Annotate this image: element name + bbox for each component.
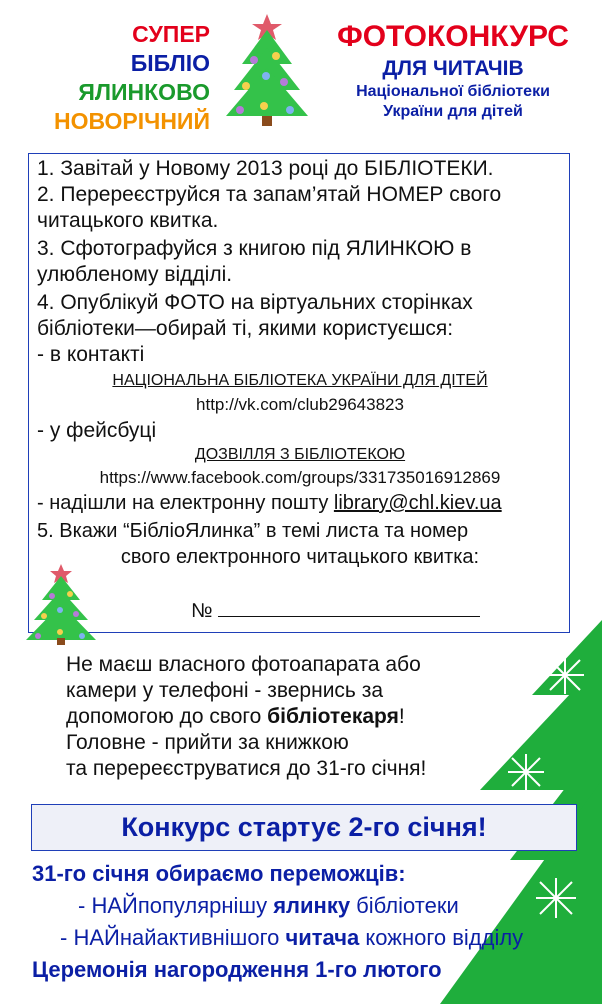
- vk-url-link[interactable]: http://vk.com/club29643823: [196, 395, 404, 414]
- note-line-3-pre: допомогою до свого: [66, 705, 268, 728]
- bottom-line-2-bold: ялинку: [273, 893, 351, 918]
- fb-group-link[interactable]: ДОЗВІЛЛЯ З БІБЛІОТЕКОЮ: [194, 446, 406, 463]
- org-line-2: України для дітей: [383, 103, 523, 120]
- header-line-biblio: БІБЛІО: [130, 50, 210, 76]
- bottom-line-3-pre: - НАЙнайактивнішого: [60, 925, 286, 950]
- email-line: [37, 490, 502, 516]
- bottom-line-3-post: кожного відділу: [359, 925, 524, 950]
- note-line-3: [66, 704, 405, 730]
- vk-group-link[interactable]: НАЦІОНАЛЬНА БІБЛІОТЕКА УКРАЇНИ ДЛЯ ДІТЕЙ: [112, 372, 488, 389]
- step-5-line-1: 5. Вкажи “БібліоЯлинка” в темі листа та номер: [37, 520, 469, 542]
- contest-title: ФОТОКОНКУРС: [337, 20, 569, 53]
- bottom-line-3-bold: читача: [285, 925, 360, 950]
- step-1: 1. Завітай у Новому 2013 році до БІБЛІОТЕКИ.: [37, 157, 494, 180]
- bottom-line-3: [60, 922, 523, 953]
- header-line-yalynkovo: ЯЛИНКОВО: [78, 79, 210, 105]
- note-line-2: камери у телефоні - звернись за: [66, 679, 384, 702]
- note-line-3-post: !: [398, 705, 405, 728]
- rules-box: [28, 153, 570, 633]
- step-3-line-1: 3. Сфотографуйся з книгою під ЯЛИНКОЮ в: [37, 237, 472, 260]
- fb-url-link[interactable]: https://www.facebook.com/groups/331735016912869: [99, 468, 501, 487]
- number-field: [191, 600, 480, 623]
- note-line-5: та перереєструватися до 31-го січня!: [66, 757, 427, 780]
- step-5-line-2: свого електронного читацького квитка:: [120, 546, 480, 568]
- note-line-4: Головне - прийти за книжкою: [66, 731, 349, 754]
- small-christmas-tree-icon: [24, 562, 98, 646]
- number-label: №: [191, 600, 213, 622]
- contest-subtitle: ДЛЯ ЧИТАЧІВ: [382, 57, 524, 80]
- step-2-line-1: 2. Перереєструйся та запам’ятай НОМЕР свого: [37, 183, 502, 206]
- bottom-line-2-post: бібліотеки: [350, 893, 459, 918]
- step-4-line-1: 4. Опублікуй ФОТО на віртуальних сторінках: [37, 291, 473, 314]
- note-line-1: Не маєш власного фотоапарата або: [66, 653, 421, 676]
- bottom-line-2-pre: - НАЙпопулярнішу: [78, 893, 274, 918]
- bottom-line-2: [78, 890, 459, 921]
- start-banner: Конкурс стартує 2-го січня!: [31, 804, 577, 851]
- note-line-3-bold: бібліотекаря: [267, 705, 399, 728]
- vk-label: - в контакті: [37, 343, 145, 366]
- header-line-novorichnyi: НОВОРІЧНИЙ: [54, 108, 210, 134]
- header-left-title: [0, 20, 210, 136]
- christmas-tree-icon: [224, 12, 310, 128]
- fb-label: - у фейсбуці: [37, 419, 157, 442]
- number-blank-line: [218, 600, 480, 617]
- header-line-super: СУПЕР: [132, 21, 210, 47]
- bottom-line-1: 31-го січня обираємо переможців:: [32, 861, 406, 886]
- step-3-line-2: улюбленому відділі.: [37, 263, 233, 286]
- bottom-line-4: Церемонія нагородження 1-го лютого: [32, 957, 442, 982]
- org-line-1: Національної бібліотеки: [356, 83, 550, 100]
- step-4-line-2: бібліотеки—обирай ті, якими користуєшся:: [37, 317, 454, 340]
- email-prefix: - надішли на електронну пошту: [37, 492, 334, 514]
- email-link[interactable]: library@chl.kiev.ua: [333, 492, 502, 514]
- header-right: [318, 18, 588, 122]
- step-2-line-2: читацького квитка.: [37, 209, 219, 232]
